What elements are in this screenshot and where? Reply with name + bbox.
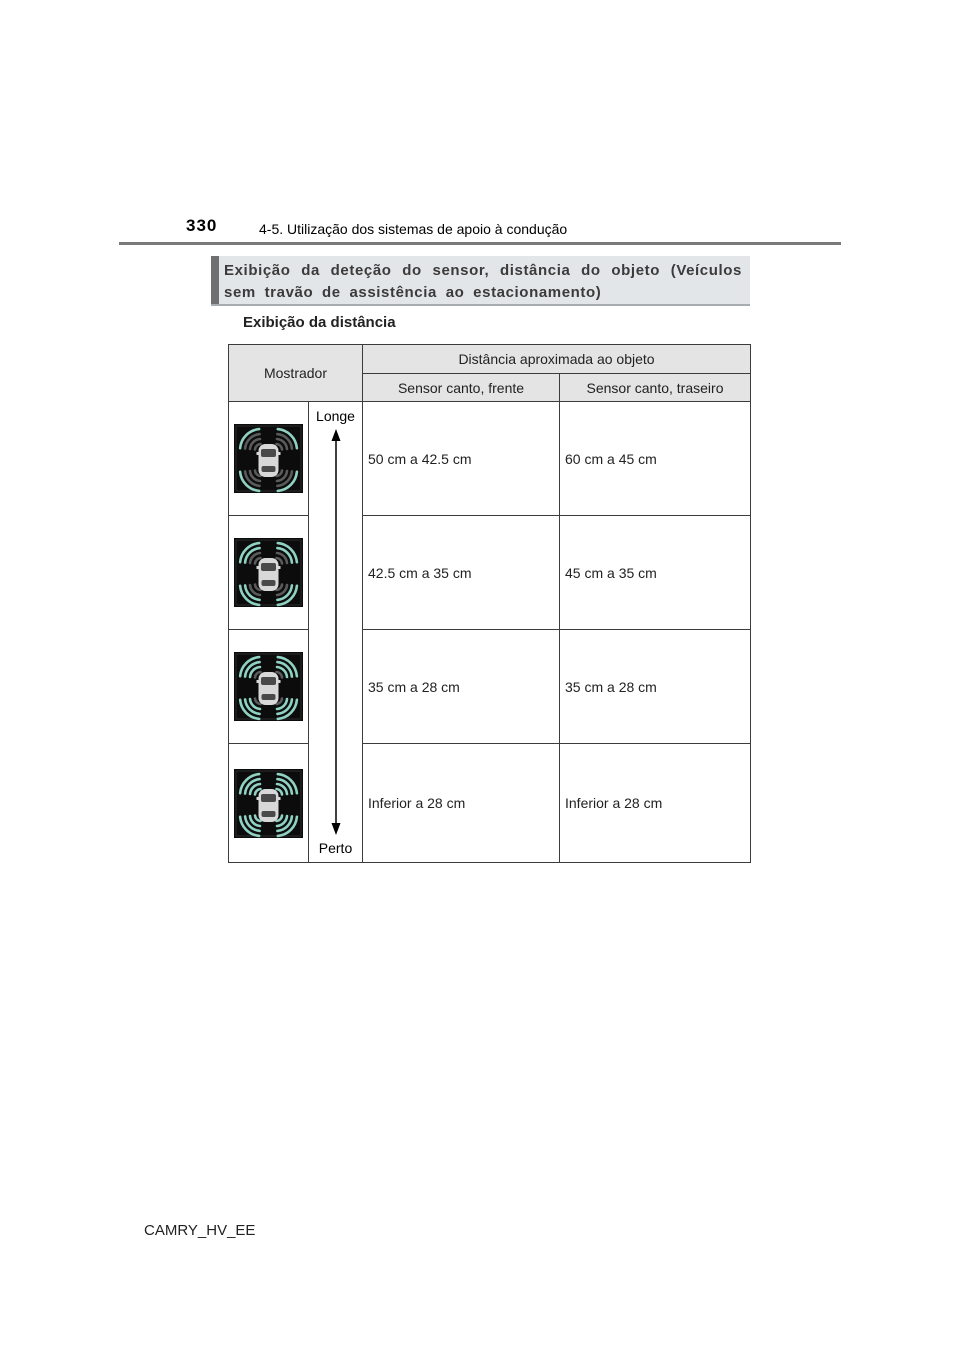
distance-table [228,344,751,863]
header-display: Mostrador [229,345,363,402]
header-front-sensor: Sensor canto, frente [363,374,560,402]
display-cell [229,402,309,516]
sensor-display-icon [234,538,303,607]
distance-arrow-cell [309,402,363,863]
sensor-display-icon [234,652,303,721]
section-title-box [211,256,750,306]
page-number: 330 [186,216,218,235]
subheading: Exibição da distância [243,314,396,331]
front-distance: 50 cm a 42.5 cm [363,402,560,516]
header-distance: Distância aproximada ao objeto [363,345,751,374]
front-distance: 42.5 cm a 35 cm [363,516,560,630]
sensor-display-icon [234,424,303,493]
rear-distance: Inferior a 28 cm [560,744,751,863]
front-distance: Inferior a 28 cm [363,744,560,863]
table-row [229,630,751,744]
display-cell [229,744,309,863]
sensor-display-icon [234,769,303,838]
rear-distance: 45 cm a 35 cm [560,516,751,630]
table-row [229,402,751,516]
document-code: CAMRY_HV_EE [144,1222,256,1239]
header-rule [119,242,841,245]
near-label: Perto [318,840,353,856]
table-row [229,516,751,630]
far-label: Longe [316,408,355,424]
display-cell [229,630,309,744]
rear-distance: 60 cm a 45 cm [560,402,751,516]
running-header: 4-5. Utilização dos sistemas de apoio à condução [259,221,568,237]
section-title-bar [211,256,219,304]
section-title: Exibição da deteção do sensor, distância do objeto (Veículos sem travão de assistência ao estacionamento) [224,262,742,301]
double-arrow-icon [309,402,363,864]
table-row [229,744,751,863]
rear-distance: 35 cm a 28 cm [560,630,751,744]
front-distance: 35 cm a 28 cm [363,630,560,744]
display-cell [229,516,309,630]
header-rear-sensor: Sensor canto, traseiro [560,374,751,402]
